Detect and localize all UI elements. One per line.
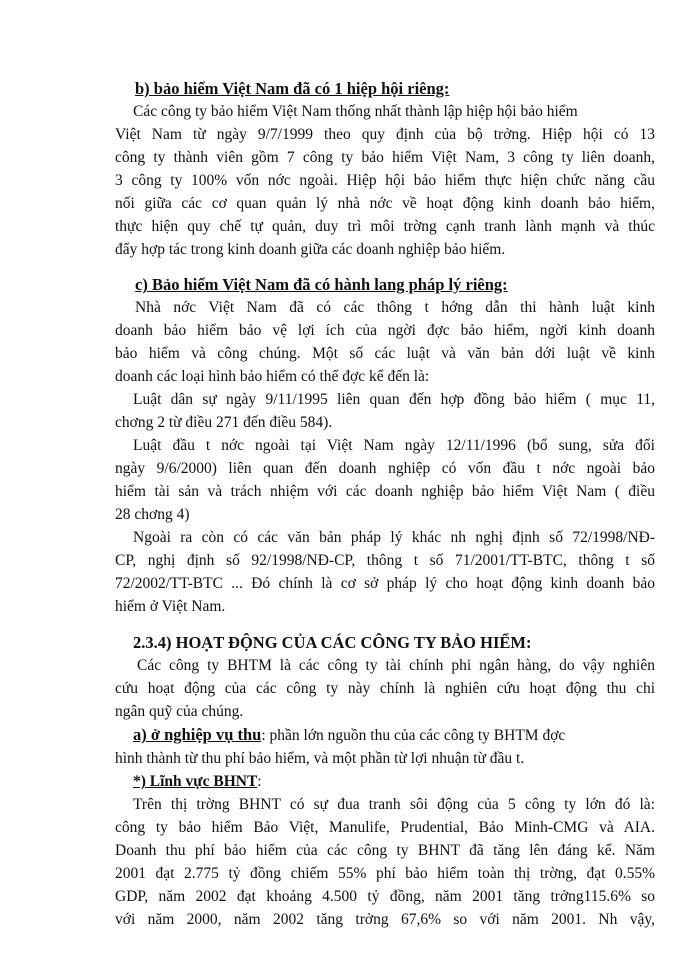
paragraph-line: Các công ty BHTM là các công ty tài chính phi ngân hàng, do vậy nghiên: [137, 657, 655, 674]
document-page: [115, 78, 655, 931]
paragraph-line: cứu hoạt động của các công ty này chính là nghiên cứu hoạt động thu chi: [115, 680, 655, 697]
paragraph-line: hình thành từ thu phí bảo hiểm, và một phần từ lợi nhuận từ đầu t.: [115, 750, 525, 767]
subsection-star-colon: :: [257, 773, 262, 790]
paragraph-line: CP, nghị định số 92/1998/NĐ-CP, thông t số 71/2001/TT-BTC, thông t số: [115, 552, 655, 569]
paragraph-line: 2001 đạt 2.775 tỷ đồng chiếm 55% phí bảo hiểm toàn thị trờng, đạt 0.55%: [115, 865, 655, 882]
paragraph-line: Việt Nam từ ngày 9/7/1999 theo quy định của bộ trởng. Hiệp hội có 13: [115, 126, 655, 143]
paragraph-line: bảo hiểm và công chúng. Một số các luật và văn bản dới luật về kinh: [115, 345, 655, 362]
paragraph-line: Luật dân sự ngày 9/11/1995 liên quan đến hợp đồng bảo hiểm ( mục 11,: [133, 391, 655, 408]
paragraph-line: chơng 2 từ điều 271 đến điều 584).: [115, 414, 333, 431]
paragraph-line: với năm 2000, năm 2002 tăng trởng 67,6% so với năm 2001. Nh vậy,: [115, 911, 655, 928]
paragraph-line: Doanh thu phí bảo hiểm của các công ty BHNT đã tăng lên đáng kể. Năm: [115, 842, 655, 859]
subsection-star-line: [115, 770, 655, 793]
paragraph-line: 3 công ty 100% vốn nớc ngoài. Hiệp hội bảo hiểm thực hiện chức năng cầu: [115, 172, 655, 189]
paragraph-line: doanh bảo hiểm bảo vệ lợi ích của ngời đợc bảo hiểm, ngời kinh doanh: [115, 322, 655, 339]
paragraph-line: ngân quỹ của chúng.: [115, 703, 244, 720]
paragraph-line: công ty thành viên gồm 7 công ty bảo hiểm Việt Nam, 3 công ty liên doanh,: [115, 149, 655, 166]
paragraph-line: GDP, năm 2002 đạt khoảng 4.500 tỷ đồng, năm 2001 tăng trởng115.6% so: [115, 888, 655, 905]
paragraph-line: Trên thị trờng BHNT có sự đua tranh sôi động của 5 công ty lớn đó là:: [133, 796, 655, 813]
paragraph-line: nối giữa các cơ quan quản lý nhà nớc về hoạt động kinh doanh bảo hiểm,: [115, 195, 655, 212]
paragraph-line: doanh các loại hình bảo hiểm có thể đợc kể đến là:: [115, 368, 430, 385]
paragraph-line: thực hiện quy chế tự quản, duy trì môi trờng cạnh tranh lành mạnh và thúc: [115, 218, 655, 235]
paragraph-line: Luật đầu t nớc ngoài tại Việt Nam ngày 12/11/1996 (bổ sung, sửa đổi: [133, 437, 655, 454]
section-234-heading: 2.3.4) HOẠT ĐỘNG CỦA CÁC CÔNG TY BẢO HIỂM:: [133, 633, 532, 652]
section-c-heading: c) Bảo hiểm Việt Nam đã có hành lang pháp lý riêng:: [135, 275, 508, 294]
paragraph-line: 72/2002/TT-BTC ... Đó chính là cơ sở pháp lý cho hoạt động kinh doanh bảo: [115, 575, 655, 592]
paragraph-line: công ty bảo hiểm Bảo Việt, Manulife, Prudential, Bảo Minh-CMG và AIA.: [115, 819, 655, 836]
section-b-heading: b) bảo hiểm Việt Nam đã có 1 hiệp hội riêng:: [135, 79, 450, 98]
subsection-a-line: [115, 723, 655, 747]
paragraph-line: 28 chơng 4): [115, 506, 190, 523]
paragraph-line: Ngoài ra còn có các văn bản pháp lý khác nh nghị định số 72/1998/NĐ-: [133, 529, 655, 546]
subsection-star-label: *) Lĩnh vực BHNT: [133, 773, 258, 790]
paragraph-line: ngày 9/6/2000) liên quan đến doanh nghiệp có vốn đầu t nớc ngoài bảo: [115, 460, 655, 477]
paragraph-line: hiểm tài sản và trách nhiệm với các doanh nghiệp bảo hiểm Việt Nam ( điều: [115, 483, 655, 500]
subsection-a-text: : phần lớn nguồn thu của các công ty BHTM đợc: [261, 727, 566, 744]
paragraph-line: Các công ty bảo hiểm Việt Nam thống nhất thành lập hiệp hội bảo hiểm: [133, 103, 578, 120]
paragraph-line: Nhà nớc Việt Nam đã có các thông t hớng dẫn thi hành luật kinh: [135, 299, 655, 316]
subsection-a-label: a) ở nghiệp vụ thu: [133, 725, 262, 744]
paragraph-line: hiểm ở Việt Nam.: [115, 598, 226, 615]
paragraph-line: đẩy hợp tác trong kinh doanh giữa các doanh nghiệp bảo hiểm.: [115, 241, 506, 258]
